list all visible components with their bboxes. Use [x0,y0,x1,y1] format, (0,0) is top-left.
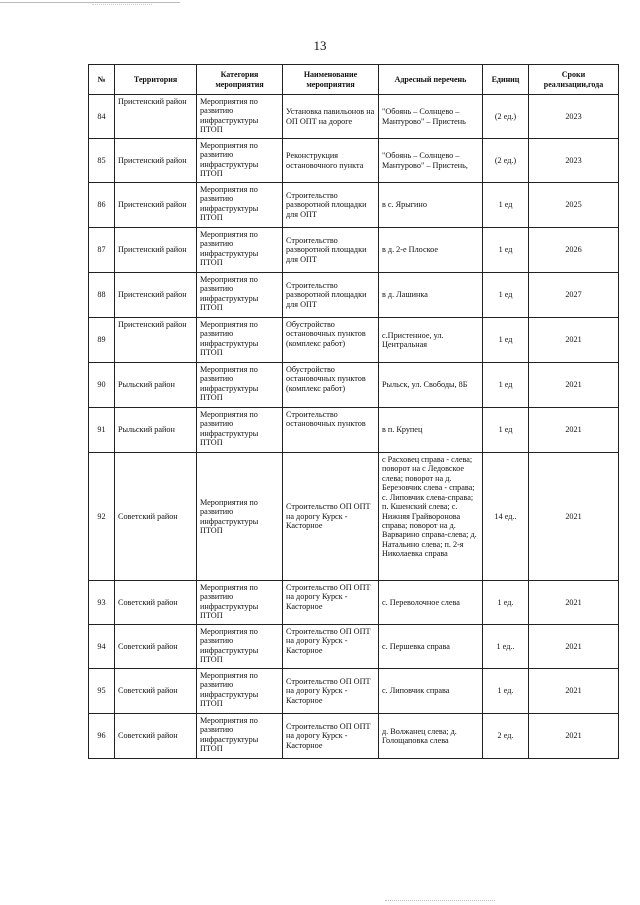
table-header [89,65,619,95]
cell-territory: Пристенский район [115,183,197,228]
cell-name: Реконструкция остановочного пункта [283,139,379,183]
cell-address: с Расховец справа - слева; поворот на с Ледовское слева; поворот на д. Березовчик слева - справа; с. Липовчик слева-справа; п. Кшенский слева; с. Нижняя Грайворонова справа; поворот на д. Варварино справа-слева; д. Натальино слева; п. 2-я Николаевка справа [379,453,483,581]
cell-territory: Пристенский район [115,139,197,183]
cell-name: Обустройство остановочных пунктов (комплекс работ) [283,363,379,408]
cell-territory: Пристенский район [115,228,197,273]
cell-name: Установка павильонов на ОП ОПТ на дороге [283,95,379,139]
table-row [89,453,619,581]
cell-category: Мероприятия по развитию инфраструктуры ПТОП [197,408,283,453]
cell-num: 90 [89,363,115,408]
cell-term: 2021 [529,625,619,669]
scan-artifact-top-dotted [92,4,152,6]
cell-address: в д. Лашинка [379,273,483,318]
cell-term: 2023 [529,139,619,183]
cell-term: 2021 [529,669,619,714]
cell-category: Мероприятия по развитию инфраструктуры ПТОП [197,625,283,669]
cell-term: 2021 [529,581,619,625]
table-row [89,581,619,625]
cell-territory: Пристенский район [115,95,197,139]
cell-num: 85 [89,139,115,183]
table-row [89,625,619,669]
cell-category: Мероприятия по развитию инфраструктуры ПТОП [197,183,283,228]
cell-unit: 1 ед.. [483,625,529,669]
table-row [89,183,619,228]
cell-term: 2021 [529,714,619,759]
cell-name: Строительство разворотной площадки для ОПТ [283,228,379,273]
cell-name: Строительство ОП ОПТ на дорогу Курск - Касторное [283,714,379,759]
cell-category: Мероприятия по развитию инфраструктуры ПТОП [197,139,283,183]
page-number: 13 [313,38,327,53]
cell-name: Строительство разворотной площадки для ОПТ [283,273,379,318]
cell-territory: Советский район [115,453,197,581]
header-address: Адресный перечень [379,65,483,95]
header-term: Сроки реализации,года [529,65,619,95]
cell-num: 93 [89,581,115,625]
cell-num: 92 [89,453,115,581]
header-category: Категория мероприятия [197,65,283,95]
cell-address: в п. Крупец [379,408,483,453]
cell-num: 96 [89,714,115,759]
table-row [89,139,619,183]
cell-name: Строительство ОП ОПТ на дорогу Курск - Касторное [283,453,379,581]
table-row [89,318,619,363]
table-row [89,714,619,759]
cell-territory: Советский район [115,625,197,669]
cell-term: 2026 [529,228,619,273]
cell-category: Мероприятия по развитию инфраструктуры ПТОП [197,318,283,363]
cell-category: Мероприятия по развитию инфраструктуры ПТОП [197,228,283,273]
cell-unit: 1 ед. [483,669,529,714]
cell-num: 84 [89,95,115,139]
table-row [89,95,619,139]
cell-term: 2021 [529,453,619,581]
cell-address: Рыльск, ул. Свободы, 8Б [379,363,483,408]
cell-address: в с. Ярыгино [379,183,483,228]
cell-category: Мероприятия по развитию инфраструктуры ПТОП [197,669,283,714]
cell-address: с. Першевка справа [379,625,483,669]
cell-unit: 2 ед. [483,714,529,759]
table-row [89,363,619,408]
cell-num: 88 [89,273,115,318]
cell-address: с. Липовчик справа [379,669,483,714]
cell-num: 91 [89,408,115,453]
cell-num: 94 [89,625,115,669]
header-num: № [89,65,115,95]
cell-territory: Советский район [115,714,197,759]
cell-territory: Пристенский район [115,318,197,363]
cell-term: 2021 [529,318,619,363]
cell-unit: 1 ед [483,363,529,408]
table-body [89,95,619,759]
scan-artifact-top [0,2,180,4]
cell-address: с.Пристенное, ул. Центральная [379,318,483,363]
header-unit: Единиц [483,65,529,95]
cell-term: 2027 [529,273,619,318]
cell-category: Мероприятия по развитию инфраструктуры ПТОП [197,95,283,139]
cell-territory: Рыльский район [115,408,197,453]
cell-address: "Обоянь – Солнцево – Мантурово" – Пристень, [379,139,483,183]
cell-name: Строительство остановочных пунктов [283,408,379,453]
cell-address: в д. 2-е Плоское [379,228,483,273]
cell-term: 2025 [529,183,619,228]
cell-address: д. Волжанец слева; д. Голощаповка слева [379,714,483,759]
cell-territory: Советский район [115,581,197,625]
cell-territory: Советский район [115,669,197,714]
cell-address: "Обоянь – Солнцево – Мантурово" – Пристень [379,95,483,139]
cell-num: 95 [89,669,115,714]
cell-term: 2023 [529,95,619,139]
cell-name: Строительство ОП ОПТ на дорогу Курск - Касторное [283,581,379,625]
table-row [89,669,619,714]
cell-term: 2021 [529,408,619,453]
cell-territory: Пристенский район [115,273,197,318]
cell-unit: 14 ед.. [483,453,529,581]
cell-unit: (2 ед.) [483,95,529,139]
cell-unit: 1 ед [483,318,529,363]
scan-artifact-bottom [385,900,495,902]
table-row [89,228,619,273]
cell-unit: 1 ед [483,228,529,273]
cell-unit: 1 ед. [483,581,529,625]
cell-num: 86 [89,183,115,228]
header-name: Наименование мероприятия [283,65,379,95]
cell-unit: 1 ед [483,408,529,453]
cell-unit: 1 ед [483,183,529,228]
measures-table [88,64,619,759]
cell-address: с. Переволочное слева [379,581,483,625]
cell-category: Мероприятия по развитию инфраструктуры ПТОП [197,714,283,759]
cell-name: Обустройство остановочных пунктов (комплекс работ) [283,318,379,363]
cell-name: Строительство ОП ОПТ на дорогу Курск - Касторное [283,625,379,669]
cell-name: Строительство ОП ОПТ на дорогу Курск - Касторное [283,669,379,714]
header-territory: Территория [115,65,197,95]
table-row [89,408,619,453]
cell-category: Мероприятия по развитию инфраструктуры ПТОП [197,363,283,408]
cell-category: Мероприятия по развитию инфраструктуры ПТОП [197,453,283,581]
cell-territory: Рыльский район [115,363,197,408]
cell-num: 87 [89,228,115,273]
cell-category: Мероприятия по развитию инфраструктуры ПТОП [197,581,283,625]
cell-num: 89 [89,318,115,363]
cell-term: 2021 [529,363,619,408]
table-row [89,273,619,318]
cell-name: Строительство разворотной площадки для ОПТ [283,183,379,228]
cell-unit: 1 ед [483,273,529,318]
cell-category: Мероприятия по развитию инфраструктуры ПТОП [197,273,283,318]
cell-unit: (2 ед.) [483,139,529,183]
